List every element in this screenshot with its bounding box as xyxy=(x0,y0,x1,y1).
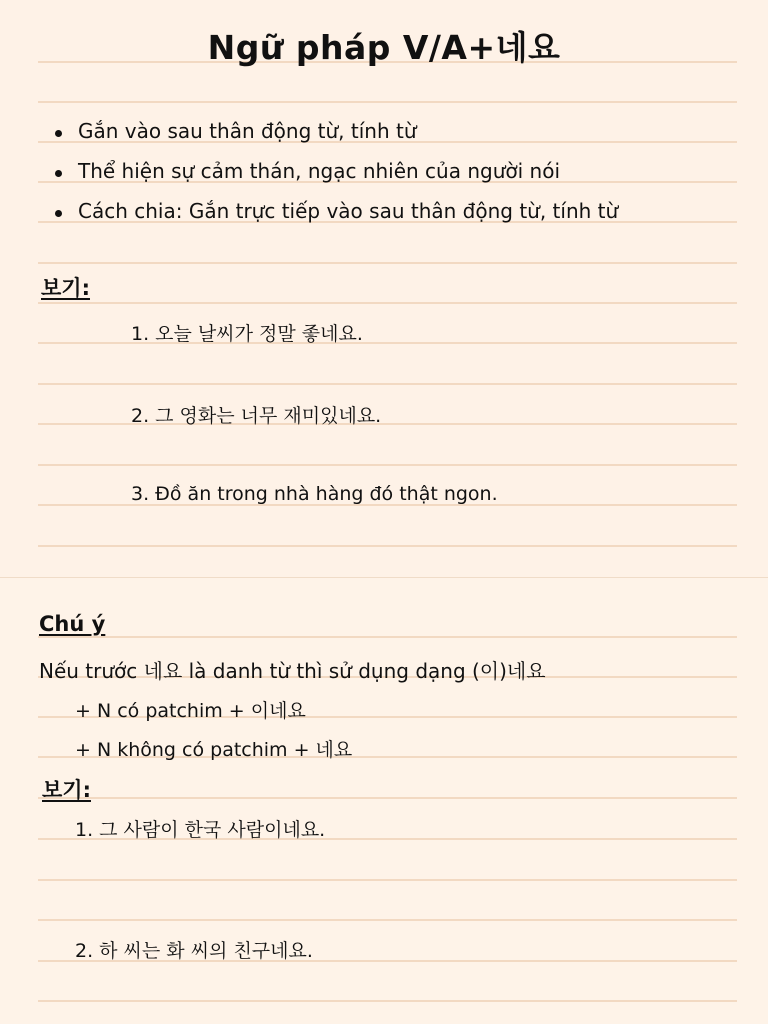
rule-line xyxy=(38,545,737,547)
rule-line xyxy=(38,101,737,103)
bullet-text: Thể hiện sự cảm thán, ngạc nhiên của người nói xyxy=(78,159,561,183)
rule-line xyxy=(38,464,737,466)
note-rule: + N không có patchim + 네요 xyxy=(75,739,353,761)
rule-line xyxy=(38,383,737,385)
bullet-item xyxy=(55,119,417,143)
bullet-text: Gắn vào sau thân động từ, tính từ xyxy=(78,119,417,143)
example-item: 2. 그 영화는 너무 재미있네요. xyxy=(131,405,382,427)
rule-line xyxy=(38,302,737,304)
example2-item: 2. 하 씨는 화 씨의 친구네요. xyxy=(75,940,313,962)
note-heading: Chú ý xyxy=(39,612,106,636)
example-item: 1. 오늘 날씨가 정말 좋네요. xyxy=(131,323,363,345)
page-title: Ngữ pháp V/A+네요 xyxy=(207,28,561,67)
rule-line xyxy=(38,879,737,881)
examples2-heading: 보기: xyxy=(42,778,91,802)
rule-line xyxy=(38,1000,737,1002)
note-text: Nếu trước 네요 là danh từ thì sử dụng dạng (이)네요 xyxy=(39,659,546,683)
bullet-text: Cách chia: Gắn trực tiếp vào sau thân động từ, tính từ xyxy=(78,199,619,223)
bullet-item xyxy=(55,159,560,183)
example-item: 3. Đồ ăn trong nhà hàng đó thật ngon. xyxy=(131,483,498,505)
rule-line xyxy=(38,919,737,921)
bullet-item xyxy=(55,199,618,223)
note-rule: + N có patchim + 이네요 xyxy=(75,700,306,722)
rule-line xyxy=(38,262,737,264)
rule-line xyxy=(38,636,737,638)
examples-heading: 보기: xyxy=(41,276,90,300)
example2-item: 1. 그 사람이 한국 사람이네요. xyxy=(75,819,326,841)
rule-line xyxy=(38,797,737,799)
